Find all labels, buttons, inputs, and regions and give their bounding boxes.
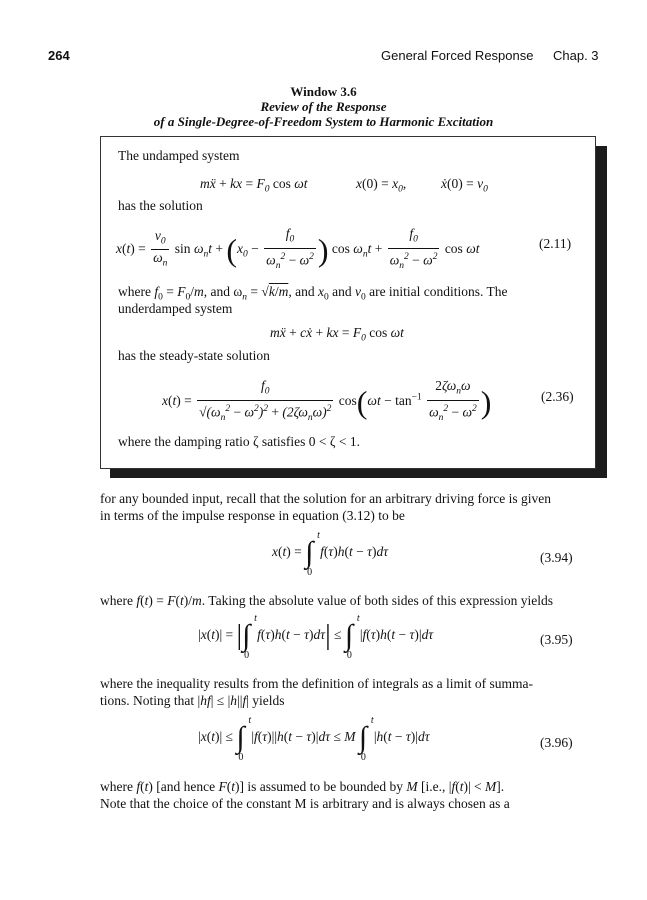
initial-velocity: ẋ(0) = $v_0$ [441, 176, 488, 195]
paragraph-4-line1: where f(t) [and hence F(t)] is assumed to be bounded by M [i.e., |f(t)| < M]. [100, 779, 505, 794]
equation-number-3-95: (3.95) [540, 632, 573, 647]
box-has-solution: has the solution [118, 198, 203, 213]
underdamped-equation: mẍ + cẋ + kx = $F_0$ cos ωt [270, 325, 404, 344]
paragraph-3-line1: where the inequality results from the definition of integrals as a limit of summa- [100, 676, 534, 691]
equation-3-95: |x(t)| = |∫ t 0 f(τ)h(t − τ)dτ| ≤ ∫ t 0 |f(τ)h(t − τ)|dτ [198, 613, 434, 661]
equation-3-96: |x(t)| ≤ ∫ t 0 |f(τ)||h(t − τ)|dτ ≤ M ∫ t 0 |h(t − τ)|dτ [198, 715, 430, 763]
initial-displacement: $x(0) = x_0$, [356, 176, 407, 195]
paragraph-3-line2: tions. Noting that |hf| ≤ |h||f| yields [100, 693, 285, 708]
box-shadow-right [596, 146, 607, 478]
equation-number-3-94: (3.94) [540, 550, 573, 565]
equation-number-2-11: (2.11) [539, 236, 572, 251]
equation-2-11: x(t) = $\frac{v_0}{\omega_n}$ $\sin \omega_nt + (x_0$ − $\frac{f_0}{\omega_n^2 - \omega^2}$ ) $\cos \omega_nt$ + $\frac{f_0}{\omega_n^2 - \omega^2}$ cos ωt [116, 226, 479, 274]
equation-number-2-36: (2.36) [541, 389, 574, 404]
box-damping-ratio: where the damping ratio ζ satisfies 0 < ζ < 1. [118, 434, 360, 449]
equation-number-3-96: (3.96) [540, 735, 573, 750]
equation-2-36: x(t) = $\frac{f_0}{√(\omega_n^2 - \omega^2)^2 + (2\zeta\omega_n\omega)^2}$ $\cos(\omega t - \tan^{-1}$ $\frac{2\zeta\omega_n\omega}{\omega_n^2 - \omega^2}$ ) [162, 378, 491, 426]
box-where-line2: underdamped system [118, 301, 233, 316]
window-title-line2: of a Single-Degree-of-Freedom System to Harmonic Excitation [153, 114, 494, 129]
box-where-line1: where $f_0 = F_0/m$, and $\omega_n = √k/m$, and $x_0$ and $v_0$ are initial conditions. The [118, 284, 508, 303]
equation-3-94: x(t) = ∫ t 0 f(τ)h(t − τ)dτ [272, 530, 389, 578]
page-number: 264 [48, 48, 70, 63]
box-has-steady: has the steady-state solution [118, 348, 270, 363]
paragraph-4-line2: Note that the choice of the constant M is arbitrary and is always chosen as a [100, 796, 510, 811]
chapter-label: Chap. 3 [553, 48, 599, 63]
running-title: General Forced Response [381, 48, 534, 63]
undamped-equation: mẍ + kx = $F_0$ cos ωt [200, 176, 308, 195]
box-shadow-bottom [110, 469, 607, 478]
paragraph-1-line1: for any bounded input, recall that the solution for an arbitrary driving force is given [100, 491, 551, 506]
window-title-line1: Review of the Response [260, 99, 387, 114]
window-number: Window 3.6 [290, 84, 357, 99]
paragraph-1-line2: in terms of the impulse response in equation (3.12) to be [100, 508, 405, 523]
box-intro: The undamped system [118, 148, 240, 163]
paragraph-2: where f(t) = F(t)/m. Taking the absolute value of both sides of this expression yields [100, 593, 554, 608]
